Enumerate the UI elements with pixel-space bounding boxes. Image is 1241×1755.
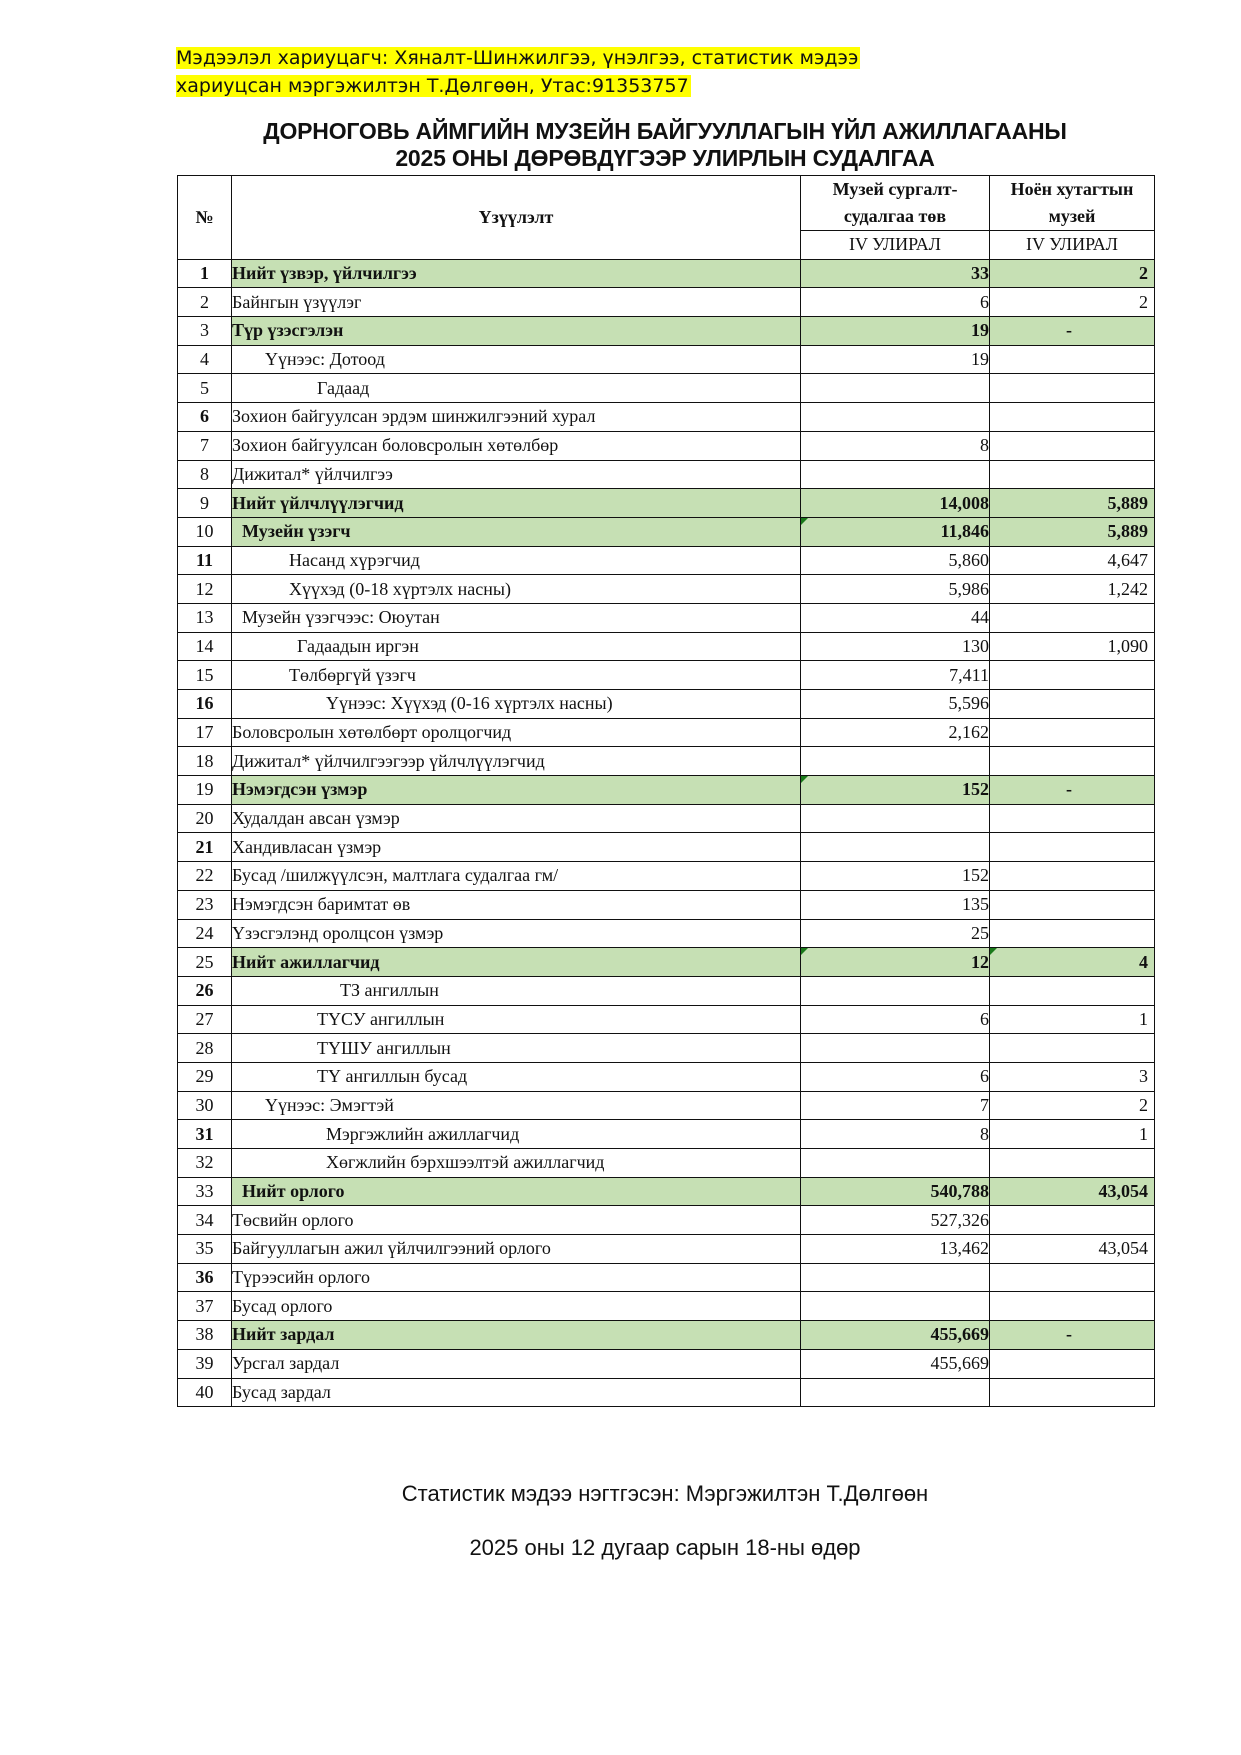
table-row xyxy=(178,1091,1155,1120)
value-col2: 43,054 xyxy=(990,1235,1155,1264)
row-label: Мэргэжлийн ажиллагчид xyxy=(232,1120,801,1149)
comment-marker-icon xyxy=(801,518,808,525)
value-col1 xyxy=(801,517,990,546)
row-label: Нийт үзвэр, үйлчилгээ xyxy=(232,259,801,288)
value-col1: 152 xyxy=(801,862,990,891)
header-museum-training-center: Музей сургалт-судалгаа төв xyxy=(801,176,990,231)
comment-marker-icon xyxy=(801,776,808,783)
value-col2 xyxy=(990,1206,1155,1235)
value-col1 xyxy=(801,747,990,776)
table-row xyxy=(178,890,1155,919)
value-col2 xyxy=(990,833,1155,862)
value-col1 xyxy=(801,1378,990,1407)
info-line-2: хариуцсан мэргэжилтэн Т.Дөлгөөн, Утас:91353757 xyxy=(176,75,689,97)
value-col2: 1,242 xyxy=(990,575,1155,604)
row-label: ТЗ ангиллын xyxy=(232,976,801,1005)
row-label: Урсгал зардал xyxy=(232,1349,801,1378)
row-number: 2 xyxy=(178,288,232,317)
value-col1: 455,669 xyxy=(801,1321,990,1350)
row-label: ТҮШУ ангиллын xyxy=(232,1034,801,1063)
row-number: 9 xyxy=(178,489,232,518)
row-label: Үүнээс: Хүүхэд (0-16 хүртэлх насны) xyxy=(232,690,801,719)
table-row xyxy=(178,1292,1155,1321)
value-col2 xyxy=(990,603,1155,632)
value-col2 xyxy=(990,1349,1155,1378)
table-row xyxy=(178,1263,1155,1292)
value-col2 xyxy=(990,690,1155,719)
row-label: Бусад зардал xyxy=(232,1378,801,1407)
value-col1 xyxy=(801,976,990,1005)
value-col1: 5,860 xyxy=(801,546,990,575)
row-number: 28 xyxy=(178,1034,232,1063)
value-col2 xyxy=(990,1292,1155,1321)
row-number: 3 xyxy=(178,317,232,346)
row-number: 37 xyxy=(178,1292,232,1321)
value-col2: 5,889 xyxy=(990,517,1155,546)
row-label: Насанд хүрэгчид xyxy=(232,546,801,575)
value-col2: 1 xyxy=(990,1120,1155,1149)
table-row xyxy=(178,1062,1155,1091)
table-row xyxy=(178,718,1155,747)
row-label: Бусад орлого xyxy=(232,1292,801,1321)
row-label: ТҮ ангиллын бусад xyxy=(232,1062,801,1091)
value-col1 xyxy=(801,403,990,432)
row-label: Төсвийн орлого xyxy=(232,1206,801,1235)
row-number: 26 xyxy=(178,976,232,1005)
table-row xyxy=(178,1206,1155,1235)
table-row xyxy=(178,948,1155,977)
row-number: 19 xyxy=(178,776,232,805)
table-row xyxy=(178,690,1155,719)
row-label: Худалдан авсан үзмэр xyxy=(232,804,801,833)
row-label: Боловсролын хөтөлбөрт оролцогчид xyxy=(232,718,801,747)
table-row xyxy=(178,1321,1155,1350)
value-col1 xyxy=(801,1292,990,1321)
table-row xyxy=(178,1149,1155,1178)
value-col2: - xyxy=(990,317,1155,346)
value-col2 xyxy=(990,374,1155,403)
value-col1: 527,326 xyxy=(801,1206,990,1235)
value-col1: 6 xyxy=(801,288,990,317)
row-label: Нэмэгдсэн баримтат өв xyxy=(232,890,801,919)
value-col2: 2 xyxy=(990,1091,1155,1120)
quarter-label-col2: IV УЛИРАЛ xyxy=(990,231,1155,260)
row-number: 27 xyxy=(178,1005,232,1034)
row-label: Хүүхэд (0-18 хүртэлх насны) xyxy=(232,575,801,604)
responsible-person-note xyxy=(176,44,860,100)
row-label: Нийт ажиллагчид xyxy=(232,948,801,977)
value-col1: 6 xyxy=(801,1005,990,1034)
value-col1: 19 xyxy=(801,317,990,346)
row-label: ТҮСУ ангиллын xyxy=(232,1005,801,1034)
info-line-1: Мэдээлэл хариуцагч: Хяналт-Шинжилгээ, үнэлгээ, статистик мэдээ xyxy=(176,47,859,69)
value-col2 xyxy=(990,345,1155,374)
row-number: 34 xyxy=(178,1206,232,1235)
value-col1: 2,162 xyxy=(801,718,990,747)
value-col1: 44 xyxy=(801,603,990,632)
row-number: 25 xyxy=(178,948,232,977)
table-row xyxy=(178,517,1155,546)
row-number: 1 xyxy=(178,259,232,288)
value-col1: 25 xyxy=(801,919,990,948)
value-col1: 8 xyxy=(801,1120,990,1149)
table-row xyxy=(178,575,1155,604)
table-row xyxy=(178,1177,1155,1206)
row-label: Үүнээс: Дотоод xyxy=(232,345,801,374)
row-label: Түрээсийн орлого xyxy=(232,1263,801,1292)
value-col2 xyxy=(990,1378,1155,1407)
row-number: 10 xyxy=(178,517,232,546)
row-number: 39 xyxy=(178,1349,232,1378)
table-row xyxy=(178,632,1155,661)
title-line-1: ДОРНОГОВЬ АЙМГИЙН МУЗЕЙН БАЙГУУЛЛАГЫН ҮЙЛ АЖИЛЛАГААНЫ xyxy=(263,118,1067,144)
row-number: 6 xyxy=(178,403,232,432)
value-col1: 14,008 xyxy=(801,489,990,518)
row-number: 23 xyxy=(178,890,232,919)
table-row xyxy=(178,317,1155,346)
value-col2 xyxy=(990,1263,1155,1292)
row-number: 7 xyxy=(178,431,232,460)
quarter-label-col1: IV УЛИРАЛ xyxy=(801,231,990,260)
row-label: Зохион байгуулсан эрдэм шинжилгээний хурал xyxy=(232,403,801,432)
row-number: 12 xyxy=(178,575,232,604)
comment-marker-icon xyxy=(801,948,808,955)
table-row xyxy=(178,1235,1155,1264)
table-row xyxy=(178,833,1155,862)
row-label: Гадаад xyxy=(232,374,801,403)
table-row xyxy=(178,804,1155,833)
value-col1 xyxy=(801,804,990,833)
row-number: 5 xyxy=(178,374,232,403)
value-col2 xyxy=(990,976,1155,1005)
value-col2: - xyxy=(990,776,1155,805)
table-row xyxy=(178,1120,1155,1149)
value-col1: 8 xyxy=(801,431,990,460)
row-number: 14 xyxy=(178,632,232,661)
value-col2 xyxy=(990,804,1155,833)
value-text: 152 xyxy=(962,779,989,800)
row-label: Төлбөргүй үзэгч xyxy=(232,661,801,690)
row-number: 22 xyxy=(178,862,232,891)
table-row xyxy=(178,1005,1155,1034)
row-number: 31 xyxy=(178,1120,232,1149)
table-row xyxy=(178,489,1155,518)
value-col2 xyxy=(990,661,1155,690)
report-date: 2025 оны 12 дугаар сарын 18-ны өдөр xyxy=(469,1535,861,1560)
row-label: Байнгын үзүүлэг xyxy=(232,288,801,317)
row-number: 20 xyxy=(178,804,232,833)
row-label: Музейн үзэгчээс: Оюутан xyxy=(232,603,801,632)
header-indicator: Үзүүлэлт xyxy=(232,176,801,260)
row-label: Дижитал* үйлчилгээ xyxy=(232,460,801,489)
table-row xyxy=(178,919,1155,948)
row-label: Нийт үйлчлүүлэгчид xyxy=(232,489,801,518)
value-col2: 5,889 xyxy=(990,489,1155,518)
row-number: 21 xyxy=(178,833,232,862)
value-col1 xyxy=(801,776,990,805)
table-row xyxy=(178,431,1155,460)
value-col2 xyxy=(990,718,1155,747)
row-number: 18 xyxy=(178,747,232,776)
value-col1: 130 xyxy=(801,632,990,661)
value-col1: 135 xyxy=(801,890,990,919)
value-col1: 6 xyxy=(801,1062,990,1091)
table-row xyxy=(178,403,1155,432)
header-noyon-khutagt-museum: Ноён хутагтын музей xyxy=(990,176,1155,231)
row-label: Хөгжлийн бэрхшээлтэй ажиллагчид xyxy=(232,1149,801,1178)
row-label: Нэмэгдсэн үзмэр xyxy=(232,776,801,805)
value-col1 xyxy=(801,374,990,403)
table-row xyxy=(178,546,1155,575)
value-col2 xyxy=(990,919,1155,948)
row-label: Нийт орлого xyxy=(232,1177,801,1206)
value-col1: 33 xyxy=(801,259,990,288)
row-label: Музейн үзэгч xyxy=(232,517,801,546)
row-number: 40 xyxy=(178,1378,232,1407)
value-col2 xyxy=(990,403,1155,432)
table-row xyxy=(178,976,1155,1005)
row-number: 16 xyxy=(178,690,232,719)
row-number: 8 xyxy=(178,460,232,489)
value-col2 xyxy=(990,747,1155,776)
row-number: 32 xyxy=(178,1149,232,1178)
value-text: 11,846 xyxy=(940,521,989,542)
row-number: 30 xyxy=(178,1091,232,1120)
row-number: 35 xyxy=(178,1235,232,1264)
row-number: 4 xyxy=(178,345,232,374)
value-col2: 43,054 xyxy=(990,1177,1155,1206)
row-number: 33 xyxy=(178,1177,232,1206)
row-number: 15 xyxy=(178,661,232,690)
row-label: Түр үзэсгэлэн xyxy=(232,317,801,346)
row-number: 11 xyxy=(178,546,232,575)
value-col2: 2 xyxy=(990,259,1155,288)
table-row xyxy=(178,288,1155,317)
value-col1: 7 xyxy=(801,1091,990,1120)
value-col1 xyxy=(801,460,990,489)
value-col2: 4,647 xyxy=(990,546,1155,575)
value-col1: 7,411 xyxy=(801,661,990,690)
row-label: Бусад /шилжүүлсэн, малтлага судалгаа гм/ xyxy=(232,862,801,891)
value-col1: 455,669 xyxy=(801,1349,990,1378)
value-col2 xyxy=(990,431,1155,460)
value-col1 xyxy=(801,948,990,977)
value-col1: 19 xyxy=(801,345,990,374)
table-row xyxy=(178,1034,1155,1063)
table-row xyxy=(178,1349,1155,1378)
row-label: Нийт зардал xyxy=(232,1321,801,1350)
table-row xyxy=(178,259,1155,288)
row-number: 36 xyxy=(178,1263,232,1292)
row-label: Байгууллагын ажил үйлчилгээний орлого xyxy=(232,1235,801,1264)
header-number: № xyxy=(178,176,232,260)
table-row xyxy=(178,776,1155,805)
table-row xyxy=(178,1378,1155,1407)
value-col2 xyxy=(990,948,1155,977)
table-row xyxy=(178,345,1155,374)
row-label: Гадаадын иргэн xyxy=(232,632,801,661)
row-label: Үүнээс: Эмэгтэй xyxy=(232,1091,801,1120)
row-label: Зохион байгуулсан боловсролын хөтөлбөр xyxy=(232,431,801,460)
value-col2: 1 xyxy=(990,1005,1155,1034)
title-line-2: 2025 ОНЫ ДӨРӨВДҮГЭЭР УЛИРЛЫН СУДАЛГАА xyxy=(395,145,935,171)
row-number: 17 xyxy=(178,718,232,747)
value-text: 12 xyxy=(971,951,989,972)
row-label: Дижитал* үйлчилгээгээр үйлчлүүлэгчид xyxy=(232,747,801,776)
table-row xyxy=(178,661,1155,690)
value-col1 xyxy=(801,1034,990,1063)
row-label: Үзэсгэлэнд оролцсон үзмэр xyxy=(232,919,801,948)
value-col1 xyxy=(801,1149,990,1178)
value-col1: 13,462 xyxy=(801,1235,990,1264)
value-col2 xyxy=(990,1149,1155,1178)
comment-marker-icon xyxy=(990,948,997,955)
value-col2 xyxy=(990,460,1155,489)
row-number: 38 xyxy=(178,1321,232,1350)
value-col2: 3 xyxy=(990,1062,1155,1091)
value-col2 xyxy=(990,890,1155,919)
table-row xyxy=(178,603,1155,632)
value-col1: 5,986 xyxy=(801,575,990,604)
value-col2 xyxy=(990,1034,1155,1063)
compiled-by-note: Статистик мэдээ нэгтгэсэн: Мэргэжилтэн Т.Дөлгөөн xyxy=(401,1481,929,1506)
value-col2: - xyxy=(990,1321,1155,1350)
value-col2 xyxy=(990,862,1155,891)
value-col2: 1,090 xyxy=(990,632,1155,661)
value-text: 4 xyxy=(1139,951,1148,972)
table-header-row xyxy=(178,176,1155,231)
row-number: 24 xyxy=(178,919,232,948)
table-row xyxy=(178,747,1155,776)
museum-statistics-table xyxy=(177,175,1155,1407)
row-number: 29 xyxy=(178,1062,232,1091)
row-number: 13 xyxy=(178,603,232,632)
row-label: Хандивласан үзмэр xyxy=(232,833,801,862)
table-row xyxy=(178,460,1155,489)
table-row xyxy=(178,374,1155,403)
value-col1 xyxy=(801,1263,990,1292)
table-row xyxy=(178,862,1155,891)
value-col1: 540,788 xyxy=(801,1177,990,1206)
value-col1: 5,596 xyxy=(801,690,990,719)
value-col2: 2 xyxy=(990,288,1155,317)
value-col1 xyxy=(801,833,990,862)
document-title xyxy=(176,118,1154,172)
